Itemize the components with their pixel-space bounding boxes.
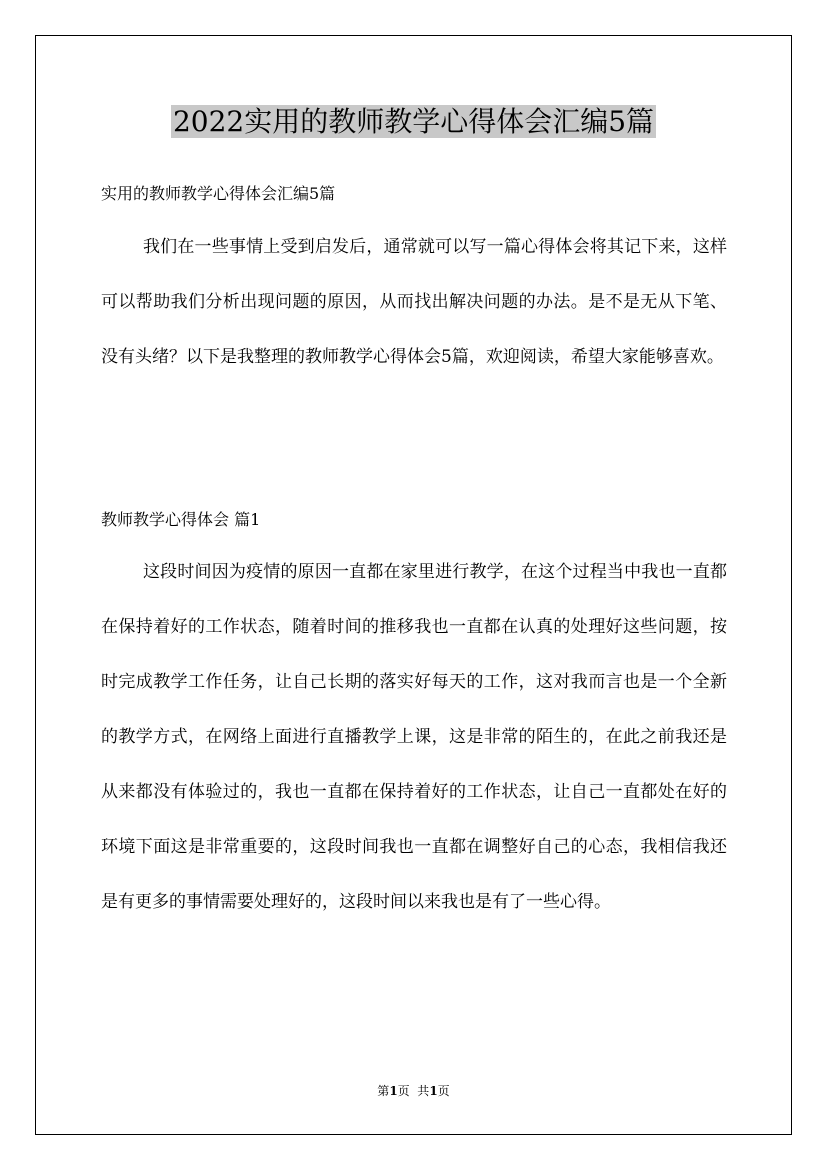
footer-page-prefix: 第	[377, 1084, 390, 1098]
intro-paragraph: 我们在一些事情上受到启发后，通常就可以写一篇心得体会将其记下来，这样可以帮助我们分析出现问题的原因，从而找出解决问题的办法。是不是无从下笔、没有头绪？以下是我整理的教师教学心得体会5篇，欢迎阅读，希望大家能够喜欢。	[101, 237, 727, 367]
document-title-text: 2022实用的教师教学心得体会汇编5篇	[172, 105, 655, 138]
footer-page-mid: 页 共	[397, 1084, 430, 1098]
document-title	[0, 100, 827, 144]
footer-page-total: 1	[429, 1084, 438, 1098]
section-heading: 教师教学心得体会 篇1	[101, 510, 261, 529]
page-footer	[0, 1082, 827, 1100]
document-subtitle: 实用的教师教学心得体会汇编5篇	[101, 184, 336, 203]
section-paragraph: 这段时间因为疫情的原因一直都在家里进行教学，在这个过程当中我也一直都在保持着好的工作状态，随着时间的推移我也一直都在认真的处理好这些问题，按时完成教学工作任务，让自己长期的落实好每天的工作，这对我而言也是一个全新的教学方式，在网络上面进行直播教学上课，这是非常的陌生的，在此之前我还是从来都没有体验过的，我也一直都在保持着好的工作状态，让自己一直都处在好的环境下面这是非常重要的，这段时间我也一直都在调整好自己的心态，我相信我还是有更多的事情需要处理好的，这段时间以来我也是有了一些心得。	[101, 562, 727, 912]
footer-page-current: 1	[389, 1084, 398, 1098]
footer-page-suffix: 页	[437, 1084, 450, 1098]
